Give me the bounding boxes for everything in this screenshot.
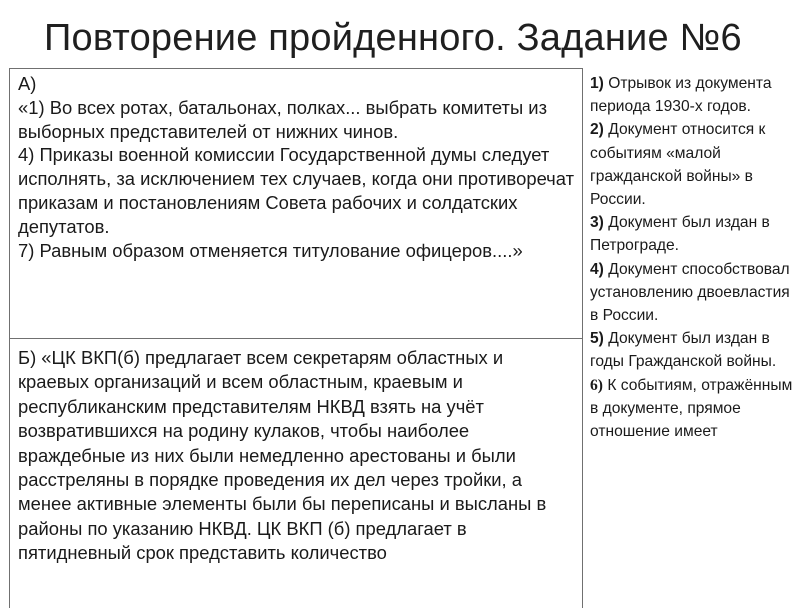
documents-table: [9, 68, 583, 608]
answer-option-text: К событиям, отражённым в документе, прямое отношение имеет: [590, 376, 793, 441]
document-a-paragraph-7: 7) Равным образом отменяется титулование офицеров....»: [18, 239, 523, 261]
document-b-text: Б) «ЦК ВКП(б) предлагает всем секретарям областных и краевых организаций и всем областным, краевым и республиканским представителям НКВД взять на учёт возвратившихся на родину кулаков, чтобы наиболее враждебные из них были немедленно арестованы и были расстреляны в порядке проведения их дел через тройки, а менее активные элементы были бы переписаны и высланы в районы по указанию НКВД. ЦК ВКП (б) предлагает в пятидневный срок представить количество: [18, 347, 547, 564]
answer-option-number: 4): [590, 260, 604, 278]
document-a-paragraph-1: «1) Во всех ротах, батальонах, полках... выбрать комитеты из выборных представителей от нижних чинов.: [18, 96, 548, 142]
page-title: Повторение пройденного. Задание №6: [44, 17, 742, 59]
document-a-paragraph-4: 4) Приказы военной комиссии Государственной думы следует исполнять, за исключением тех случаев, когда они противоречат приказам и постановлениям Совета рабочих и солдатских депутатов.: [18, 144, 575, 237]
answer-option-number: 6): [590, 376, 603, 394]
answer-option-6: [590, 374, 795, 444]
document-a-label: А): [18, 73, 37, 94]
answer-option-2: [590, 118, 795, 211]
answer-option-5: [590, 327, 795, 373]
answer-option-number: 2): [590, 121, 604, 139]
answer-option-text: Документ способствовал установлению двоевластия в России.: [590, 260, 790, 325]
document-b-cell: [10, 340, 582, 609]
answer-option-text: Документ относится к событиям «малой гражданской войны» в России.: [590, 121, 766, 209]
answer-option-1: [590, 72, 795, 118]
document-a-cell: [10, 69, 582, 339]
answer-option-3: [590, 211, 795, 257]
answer-option-text: Отрывок из документа периода 1930-х годов.: [590, 75, 772, 116]
answer-option-number: 1): [590, 75, 604, 92]
answer-option-text: Документ был издан в Петрограде.: [590, 214, 770, 255]
answer-options-list: [590, 72, 795, 443]
answer-option-number: 5): [590, 330, 604, 348]
answer-option-4: [590, 258, 795, 328]
answer-option-text: Документ был издан в годы Гражданской войны.: [590, 330, 777, 371]
answer-option-number: 3): [590, 214, 604, 232]
